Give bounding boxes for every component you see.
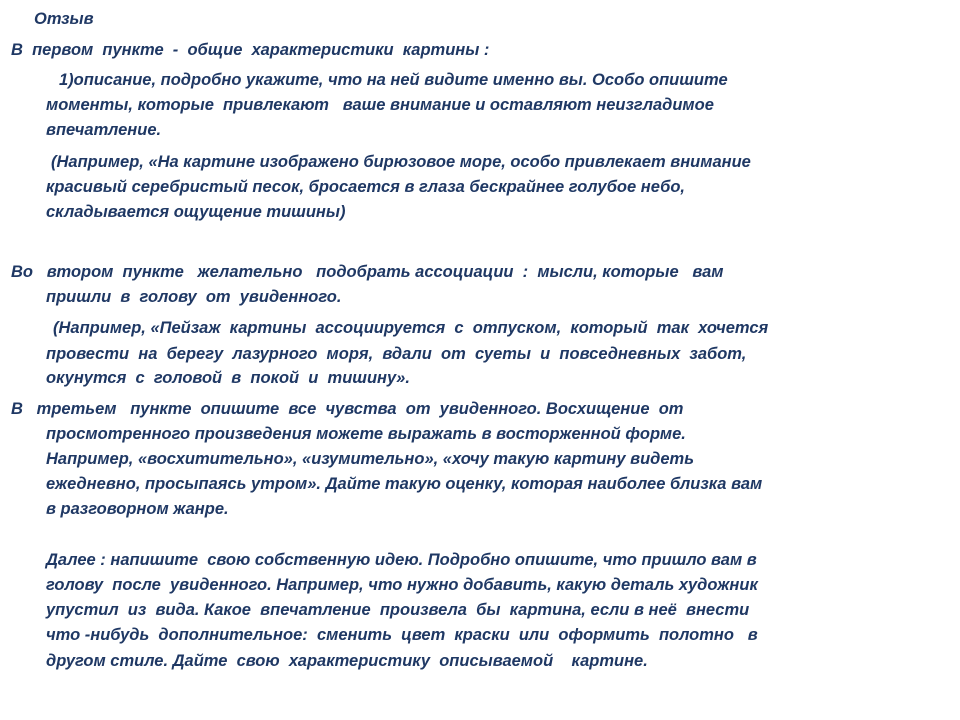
section1-example-line: (Например, «На картине изображено бирюзовое море, особо привлекает внимание — [51, 153, 751, 171]
section1-heading: В первом пункте - общие характеристики картины : — [11, 41, 490, 59]
section2-line: Во втором пункте желательно подобрать ассоциации : мысли, которые вам — [11, 263, 724, 281]
section3-line: В третьем пункте опишите все чувства от увиденного. Восхищение от — [11, 400, 684, 418]
section1-item-line: моменты, которые привлекают ваше внимание и оставляют неизгладимое — [46, 96, 714, 114]
review-title: Отзыв — [34, 10, 94, 28]
section2-line: пришли в голову от увиденного. — [46, 288, 342, 306]
section1-item-line: впечатление. — [46, 121, 162, 139]
section4-line: Далее : напишите свою собственную идею. Подробно опишите, что пришло вам в — [46, 551, 757, 569]
section2-example-line: провести на берегу лазурного моря, вдали от суеты и повседневных забот, — [46, 345, 747, 363]
section4-line: другом стиле. Дайте свою характеристику описываемой картине. — [46, 652, 648, 670]
section3-line: Например, «восхитительно», «изумительно», «хочу такую картину видеть — [46, 450, 695, 468]
section1-example-line: красивый серебристый песок, бросается в глаза бескрайнее голубое небо, — [46, 178, 685, 196]
section2-example-line: окунутся с головой в покой и тишину». — [46, 369, 410, 387]
section2-example-line: (Например, «Пейзаж картины ассоциируется с отпуском, который так хочется — [53, 319, 769, 337]
section3-line: просмотренного произведения можете выражать в восторженной форме. — [46, 425, 686, 443]
section3-line: ежедневно, просыпаясь утром». Дайте такую оценку, которая наиболее близка вам — [46, 475, 763, 493]
section1-example-line: складывается ощущение тишины) — [46, 203, 346, 221]
section4-line: голову после увиденного. Например, что нужно добавить, какую деталь художник — [46, 576, 758, 594]
section1-item-line: 1)описание, подробно укажите, что на ней видите именно вы. Особо опишите — [59, 71, 728, 89]
section3-line: в разговорном жанре. — [46, 500, 229, 518]
section4-line: упустил из вида. Какое впечатление произвела бы картина, если в неё внести — [46, 601, 750, 619]
section4-line: что -нибудь дополнительное: сменить цвет краски или оформить полотно в — [46, 626, 758, 644]
